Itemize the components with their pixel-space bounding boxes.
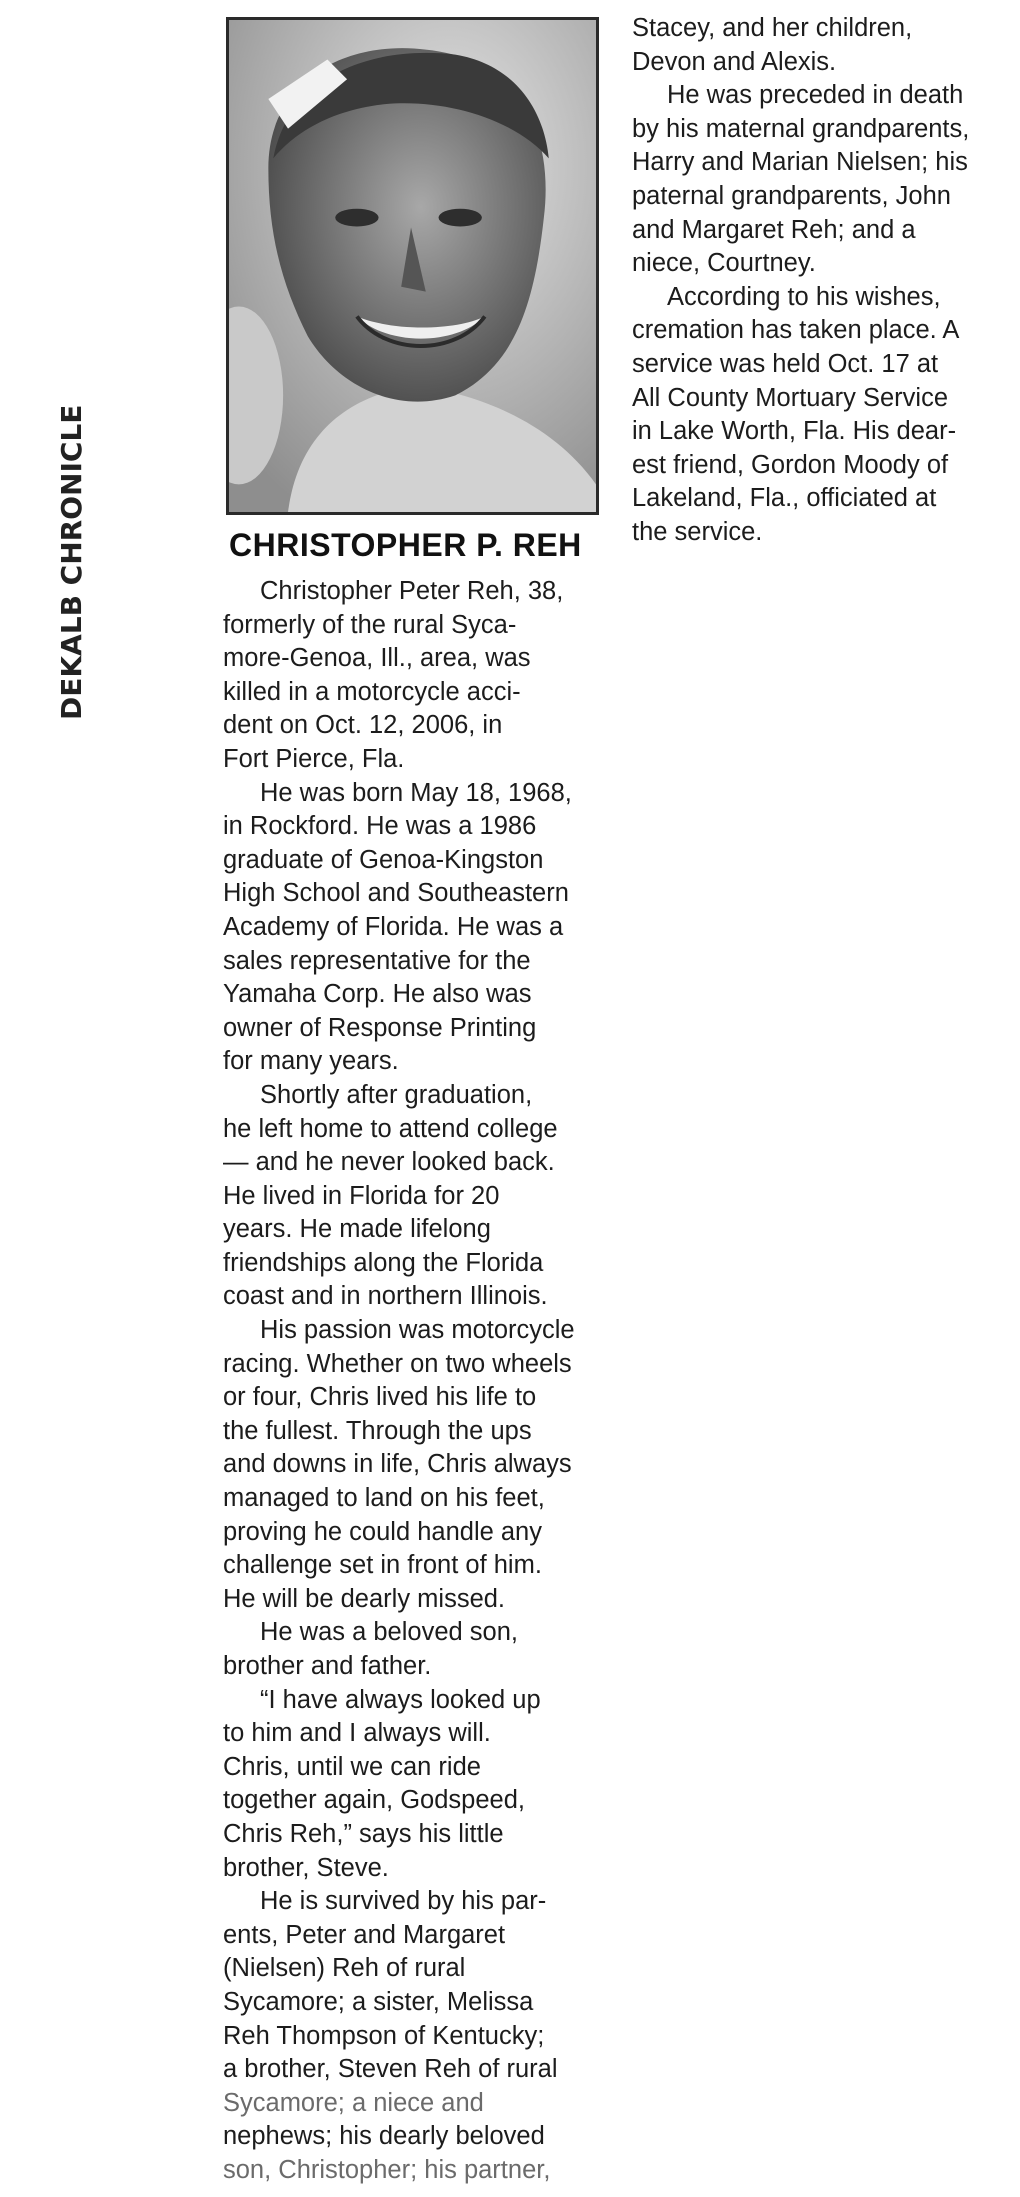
text-line: friendships along the Florida	[223, 1248, 544, 1277]
text-line: the fullest. Through the ups	[223, 1416, 532, 1445]
text-line: to him and I always will.	[223, 1719, 491, 1748]
paragraph	[632, 12, 1002, 79]
obituary-headline: CHRISTOPHER P. REH	[229, 527, 582, 563]
text-line: brother, Steve.	[223, 1853, 389, 1882]
paragraph	[223, 1684, 603, 1886]
text-line: ents, Peter and Margaret	[223, 1920, 506, 1949]
text-line: proving he could handle any	[223, 1517, 542, 1546]
text-line: and Margaret Reh; and a	[632, 215, 916, 244]
text-line: son, Christopher; his partner,	[223, 2155, 551, 2184]
text-line: managed to land on his feet,	[223, 1484, 545, 1513]
paragraph	[223, 575, 603, 777]
paragraph	[632, 79, 1002, 281]
text-line: paternal grandparents, John	[632, 181, 951, 210]
text-line: coast and in northern Illinois.	[223, 1282, 548, 1311]
paragraph	[223, 1314, 603, 1616]
text-line: in Rockford. He was a 1986	[223, 812, 537, 841]
text-line: Sycamore; a sister, Melissa	[223, 1987, 534, 2016]
text-line: dent on Oct. 12, 2006, in	[223, 711, 503, 740]
text-line: He is survived by his par-	[260, 1887, 547, 1916]
text-line: cremation has taken place. A	[632, 316, 960, 345]
text-line: All County Mortuary Service	[632, 383, 949, 412]
left-column	[223, 575, 603, 2188]
text-line: Shortly after graduation,	[260, 1080, 533, 1109]
paragraph	[223, 1616, 603, 1683]
text-line: more-Genoa, Ill., area, was	[223, 644, 531, 673]
paragraph	[223, 777, 603, 1079]
newspaper-source-label: DEKALB CHRONICLE	[55, 404, 88, 720]
text-line: by his maternal grandparents,	[632, 114, 970, 143]
text-line: niece, Courtney.	[632, 249, 816, 278]
text-line: Chris, until we can ride	[223, 1752, 481, 1781]
text-line: owner of Response Printing	[223, 1013, 537, 1042]
text-line: together again, Godspeed,	[223, 1786, 525, 1815]
text-line: Yamaha Corp. He also was	[223, 980, 532, 1009]
text-line: the service.	[632, 517, 763, 546]
text-line: Stacey, and her children,	[632, 14, 913, 42]
right-column	[632, 12, 1002, 550]
text-line: “I have always looked up	[260, 1685, 541, 1714]
text-line: Academy of Florida. He was a	[223, 912, 564, 941]
text-line: a brother, Steven Reh of rural	[223, 2055, 558, 2084]
text-line: formerly of the rural Syca-	[223, 610, 517, 639]
text-line: He lived in Florida for 20	[223, 1181, 500, 1210]
text-line: He will be dearly missed.	[223, 1584, 506, 1613]
text-line: Fort Pierce, Fla.	[223, 744, 405, 773]
text-line: Harry and Marian Nielsen; his	[632, 148, 968, 177]
text-line: he left home to attend college	[223, 1114, 558, 1143]
text-line: racing. Whether on two wheels	[223, 1349, 572, 1378]
portrait-photo	[226, 17, 599, 515]
text-line: According to his wishes,	[667, 282, 941, 311]
text-line: Lakeland, Fla., officiated at	[632, 484, 937, 513]
paragraph	[223, 1079, 603, 1314]
text-line: Chris Reh,” says his little	[223, 1819, 504, 1848]
text-line: sales representative for the	[223, 946, 531, 975]
text-line: and downs in life, Chris always	[223, 1450, 572, 1479]
text-line: He was preceded in death	[667, 81, 964, 110]
text-line: High School and Southeastern	[223, 879, 569, 908]
text-line: Devon and Alexis.	[632, 47, 837, 76]
text-line: killed in a motorcycle acci-	[223, 677, 521, 706]
text-line: — and he never looked back.	[223, 1148, 555, 1177]
text-line: for many years.	[223, 1047, 399, 1076]
text-line: Reh Thompson of Kentucky;	[223, 2021, 545, 2050]
text-line: His passion was motorcycle	[260, 1316, 575, 1345]
text-line: or four, Chris lived his life to	[223, 1383, 537, 1412]
text-line: brother and father.	[223, 1652, 432, 1680]
text-line: years. He made lifelong	[223, 1215, 491, 1244]
text-line: (Nielsen) Reh of rural	[223, 1954, 466, 1983]
text-line: Christopher Peter Reh, 38,	[260, 577, 564, 605]
text-line: service was held Oct. 17 at	[632, 349, 939, 378]
text-line: graduate of Genoa-Kingston	[223, 845, 544, 874]
paragraph	[223, 1885, 603, 2187]
text-line: He was a beloved son,	[260, 1618, 518, 1647]
text-line: est friend, Gordon Moody of	[632, 450, 949, 479]
text-line: Sycamore; a niece and	[223, 2088, 484, 2117]
portrait-icon	[229, 20, 596, 512]
text-line: in Lake Worth, Fla. His dear-	[632, 417, 957, 446]
text-line: nephews; his dearly beloved	[223, 2122, 545, 2151]
paragraph	[632, 281, 1002, 550]
text-line: He was born May 18, 1968,	[260, 778, 572, 807]
text-line: challenge set in front of him.	[223, 1551, 542, 1580]
